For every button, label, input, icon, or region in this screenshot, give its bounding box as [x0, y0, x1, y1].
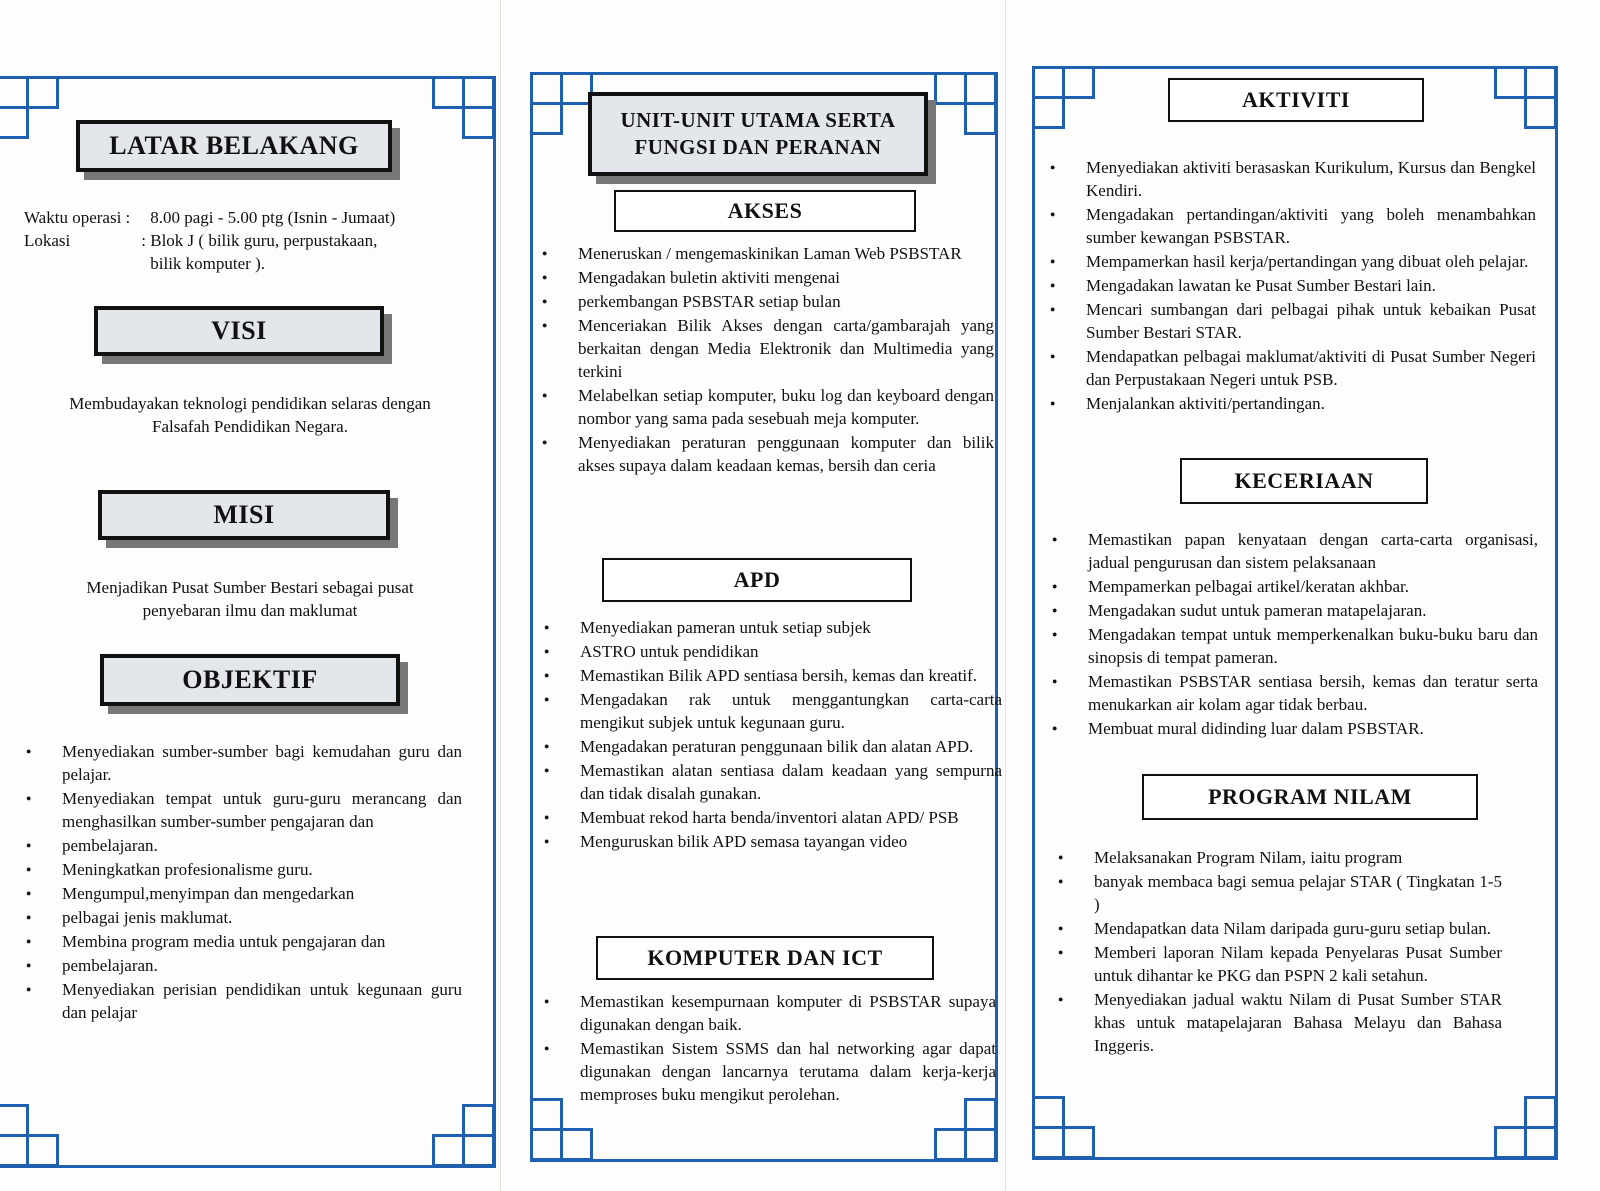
- keceriaan-list: [1048, 528, 1538, 741]
- list-item: ● pelbagai jenis maklumat.: [22, 906, 462, 929]
- list-item: ● pembelajaran.: [22, 954, 462, 977]
- list-item: ● Mendapatkan pelbagai maklumat/aktiviti di Pusat Sumber Negeri dan Perpustakaan Negeri untuk PSB.: [1046, 345, 1536, 391]
- fold-line: [1005, 0, 1006, 1191]
- list-item: ● Menceriakan Bilik Akses dengan carta/gambarajah yang berkaitan dengan Media Elektronik dan Multimedia yang terkini: [538, 314, 994, 383]
- list-item: ● perkembangan PSBSTAR setiap bulan: [538, 290, 994, 313]
- list-item: ● Menyediakan peraturan penggunaan komputer dan bilik akses supaya dalam keadaan kemas, bersih dan ceria: [538, 431, 994, 477]
- apd-list: [540, 616, 1002, 854]
- corner-ornament: [1494, 1096, 1558, 1160]
- list-item: ● Melabelkan setiap komputer, buku log dan keyboard dengan nombor yang sama pada sesebuah meja komputer.: [538, 384, 994, 430]
- apd-title: APD: [602, 558, 912, 602]
- corner-ornament: [934, 1098, 998, 1162]
- akses-title: AKSES: [614, 190, 916, 232]
- lokasi-label: Lokasi :: [24, 231, 146, 250]
- list-item: ● Melaksanakan Program Nilam, iaitu program: [1054, 846, 1502, 869]
- list-item: ● ASTRO untuk pendidikan: [540, 640, 1002, 663]
- latar-belakang-title: LATAR BELAKANG: [76, 120, 392, 172]
- corner-ornament: [432, 76, 496, 140]
- komputer-title: KOMPUTER DAN ICT: [596, 936, 934, 980]
- aktiviti-title: AKTIVITI: [1168, 78, 1424, 122]
- list-item: ● Meningkatkan profesionalisme guru.: [22, 858, 462, 881]
- corner-ornament: [0, 76, 60, 140]
- list-item: ● Menyediakan tempat untuk guru-guru merancang dan menghasilkan sumber-sumber pengajaran dan: [22, 787, 462, 833]
- corner-ornament: [934, 72, 998, 136]
- list-item: ● Menyediakan aktiviti berasaskan Kurikulum, Kursus dan Bengkel Kendiri.: [1046, 156, 1536, 202]
- fold-line: [500, 0, 501, 1191]
- corner-ornament: [1032, 1096, 1096, 1160]
- list-item: ● Memastikan kesempurnaan komputer di PSBSTAR supaya digunakan dengan baik.: [540, 990, 996, 1036]
- komputer-list: [540, 990, 996, 1107]
- list-item: ● Menyediakan sumber-sumber bagi kemudahan guru dan pelajar.: [22, 740, 462, 786]
- list-item: ● Memberi laporan Nilam kepada Penyelaras Pusat Sumber untuk dihantar ke PKG dan PSPN 2 kali setahun.: [1054, 941, 1502, 987]
- program-nilam-title: PROGRAM NILAM: [1142, 774, 1478, 820]
- list-item: ● Mendapatkan data Nilam daripada guru-guru setiap bulan.: [1054, 917, 1502, 940]
- list-item: ● Mengadakan tempat untuk memperkenalkan buku-buku baru dan sinopsis di tempat pameran.: [1048, 623, 1538, 669]
- list-item: ● Memastikan PSBSTAR sentiasa bersih, kemas dan teratur serta menukarkan air kolam agar tidak berbau.: [1048, 670, 1538, 716]
- list-item: ● banyak membaca bagi semua pelajar STAR ( Tingkatan 1-5 ): [1054, 870, 1502, 916]
- list-item: ● Menyediakan pameran untuk setiap subjek: [540, 616, 1002, 639]
- objektif-list: [22, 740, 462, 1025]
- list-item: ● Mengadakan rak untuk menggantungkan carta-carta mengikut subjek untuk kegunaan guru.: [540, 688, 1002, 734]
- list-item: ● Memastikan papan kenyataan dengan carta-carta organisasi, jadual pengurusan dan sistem pelaksanaan: [1048, 528, 1538, 574]
- corner-ornament: [1032, 66, 1096, 130]
- list-item: ● Membuat rekod harta benda/inventori alatan APD/ PSB: [540, 806, 1002, 829]
- list-item: ● Meneruskan / mengemaskinikan Laman Web PSBSTAR: [538, 242, 994, 265]
- page-title-line-2: FUNGSI DAN PERANAN: [634, 135, 882, 159]
- page-title: [588, 92, 928, 176]
- waktu-label: Waktu operasi :: [24, 208, 131, 227]
- list-item: ● Mengadakan lawatan ke Pusat Sumber Bestari lain.: [1046, 274, 1536, 297]
- list-item: ● Mengumpul,menyimpan dan mengedarkan: [22, 882, 462, 905]
- list-item: ● Mencari sumbangan dari pelbagai pihak untuk kebaikan Pusat Sumber Bestari STAR.: [1046, 298, 1536, 344]
- list-item: ● Memastikan alatan sentiasa dalam keadaan yang sempurna dan tidak disalah gunakan.: [540, 759, 1002, 805]
- list-item: ● Mengadakan sudut untuk pameran matapelajaran.: [1048, 599, 1538, 622]
- corner-ornament: [432, 1104, 496, 1168]
- nilam-list: [1054, 846, 1502, 1058]
- corner-ornament: [530, 1098, 594, 1162]
- misi-title: MISI: [98, 490, 390, 540]
- list-item: ● Menguruskan bilik APD semasa tayangan video: [540, 830, 1002, 853]
- page-title-line-1: UNIT-UNIT UTAMA SERTA: [620, 108, 896, 132]
- lokasi-value: Blok J ( bilik guru, perpustakaan,: [150, 231, 378, 250]
- akses-list: [538, 242, 994, 478]
- list-item: ● Memastikan Bilik APD sentiasa bersih, kemas dan kreatif.: [540, 664, 1002, 687]
- aktiviti-list: [1046, 156, 1536, 416]
- list-item: ● Mengadakan pertandingan/aktiviti yang boleh menambahkan sumber kewangan PSBSTAR.: [1046, 203, 1536, 249]
- list-item: ● pembelajaran.: [22, 834, 462, 857]
- latar-belakang-info: [24, 206, 474, 275]
- misi-text: Menjadikan Pusat Sumber Bestari sebagai pusat penyebaran ilmu dan maklumat: [86, 578, 414, 620]
- list-item: ● Mempamerkan hasil kerja/pertandingan yang dibuat oleh pelajar.: [1046, 250, 1536, 273]
- corner-ornament: [530, 72, 594, 136]
- objektif-title: OBJEKTIF: [100, 654, 400, 706]
- corner-ornament: [0, 1104, 60, 1168]
- visi-text: Membudayakan teknologi pendidikan selaras dengan Falsafah Pendidikan Negara.: [69, 394, 431, 436]
- list-item: ● Membuat mural didinding luar dalam PSBSTAR.: [1048, 717, 1538, 740]
- waktu-value: 8.00 pagi - 5.00 ptg (Isnin - Jumaat): [150, 208, 396, 227]
- list-item: ● Menyediakan perisian pendidikan untuk kegunaan guru dan pelajar: [22, 978, 462, 1024]
- list-item: ● Mengadakan peraturan penggunaan bilik dan alatan APD.: [540, 735, 1002, 758]
- corner-ornament: [1494, 66, 1558, 130]
- visi-title: VISI: [94, 306, 384, 356]
- list-item: ● Membina program media untuk pengajaran dan: [22, 930, 462, 953]
- list-item: ● Menyediakan jadual waktu Nilam di Pusat Sumber STAR khas untuk matapelajaran Bahasa Melayu dan Bahasa Inggeris.: [1054, 988, 1502, 1057]
- list-item: ● Menjalankan aktiviti/pertandingan.: [1046, 392, 1536, 415]
- keceriaan-title: KECERIAAN: [1180, 458, 1428, 504]
- lokasi-value-cont: bilik komputer ).: [150, 254, 265, 273]
- list-item: ● Mempamerkan pelbagai artikel/keratan akhbar.: [1048, 575, 1538, 598]
- list-item: ● Mengadakan buletin aktiviti mengenai: [538, 266, 994, 289]
- list-item: ● Memastikan Sistem SSMS dan hal networking agar dapat digunakan dengan lancarnya terutama dalam kerja-kerja memproses buku mengikut perolehan.: [540, 1037, 996, 1106]
